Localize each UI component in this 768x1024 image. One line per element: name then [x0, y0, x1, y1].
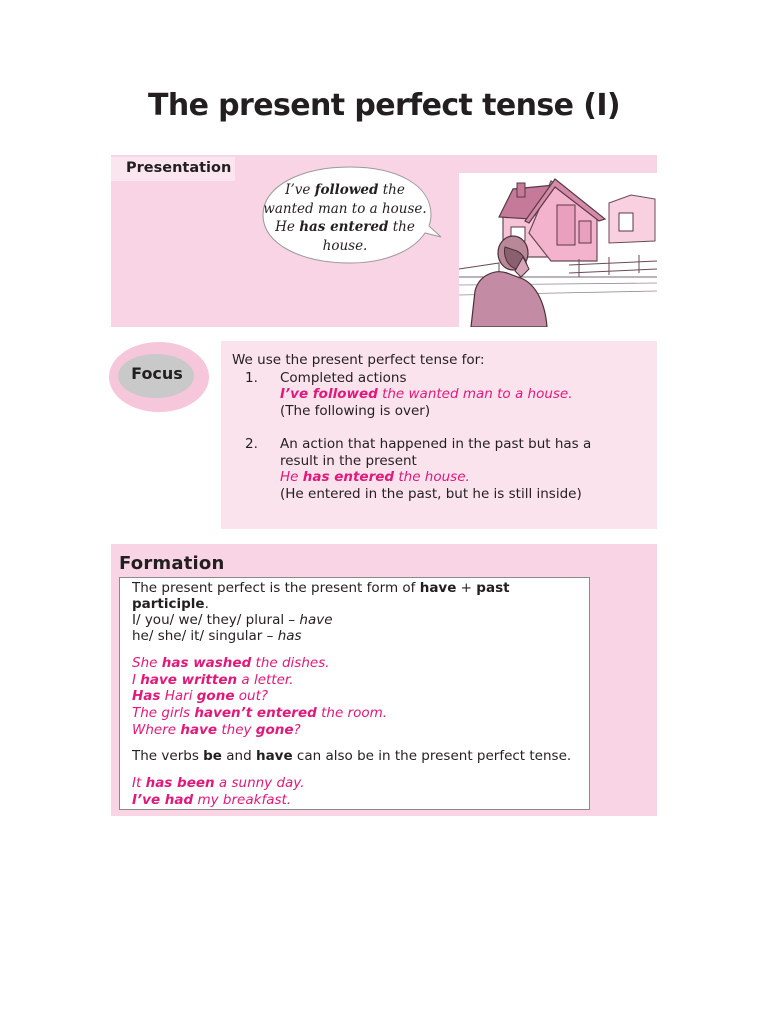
- formation-example-1: She has washed the dishes.: [132, 655, 330, 671]
- focus-item-2-note: (He entered in the past, but he is still inside): [280, 486, 582, 502]
- focus-item-1-text: Completed actions: [280, 370, 407, 386]
- formation-example-2: I have written a letter.: [132, 672, 294, 688]
- focus-item-2-number: 2.: [245, 436, 258, 452]
- formation-verbs-note: The verbs be and have can also be in the present perfect tense.: [132, 748, 572, 764]
- focus-item-1-example: I’ve followed the wanted man to a house.: [280, 386, 573, 402]
- focus-item-1-note: (The following is over): [280, 403, 431, 419]
- formation-example-5: Where have they gone?: [132, 722, 301, 738]
- formation-more-2: I’ve had my breakfast.: [132, 792, 292, 808]
- formation-rule-cont: participle.: [132, 596, 209, 612]
- formation-example-4: The girls haven’t entered the room.: [132, 705, 388, 721]
- formation-plural: I/ you/ we/ they/ plural – have: [132, 612, 333, 628]
- focus-label: Focus: [131, 364, 183, 383]
- formation-singular: he/ she/ it/ singular – has: [132, 628, 302, 644]
- focus-item-2-text-cont: result in the present: [280, 453, 417, 469]
- formation-title: Formation: [119, 553, 225, 574]
- focus-item-2-example: He has entered the house.: [280, 469, 470, 485]
- page-title: The present perfect tense (I): [147, 88, 621, 123]
- presentation-label-box: [111, 157, 235, 181]
- bubble-text: I’ve followed the wanted man to a house. He has entered the house.: [263, 182, 427, 254]
- focus-item-1-number: 1.: [245, 370, 258, 386]
- formation-more-1: It has been a sunny day.: [132, 775, 305, 791]
- focus-item-2-text: An action that happened in the past but has a: [280, 436, 592, 452]
- house-detective-illustration: [459, 173, 657, 327]
- presentation-label: Presentation: [126, 160, 232, 176]
- formation-rule: The present perfect is the present form of have + past: [132, 580, 510, 596]
- formation-example-3: Has Hari gone out?: [132, 688, 269, 704]
- focus-intro: We use the present perfect tense for:: [232, 352, 485, 368]
